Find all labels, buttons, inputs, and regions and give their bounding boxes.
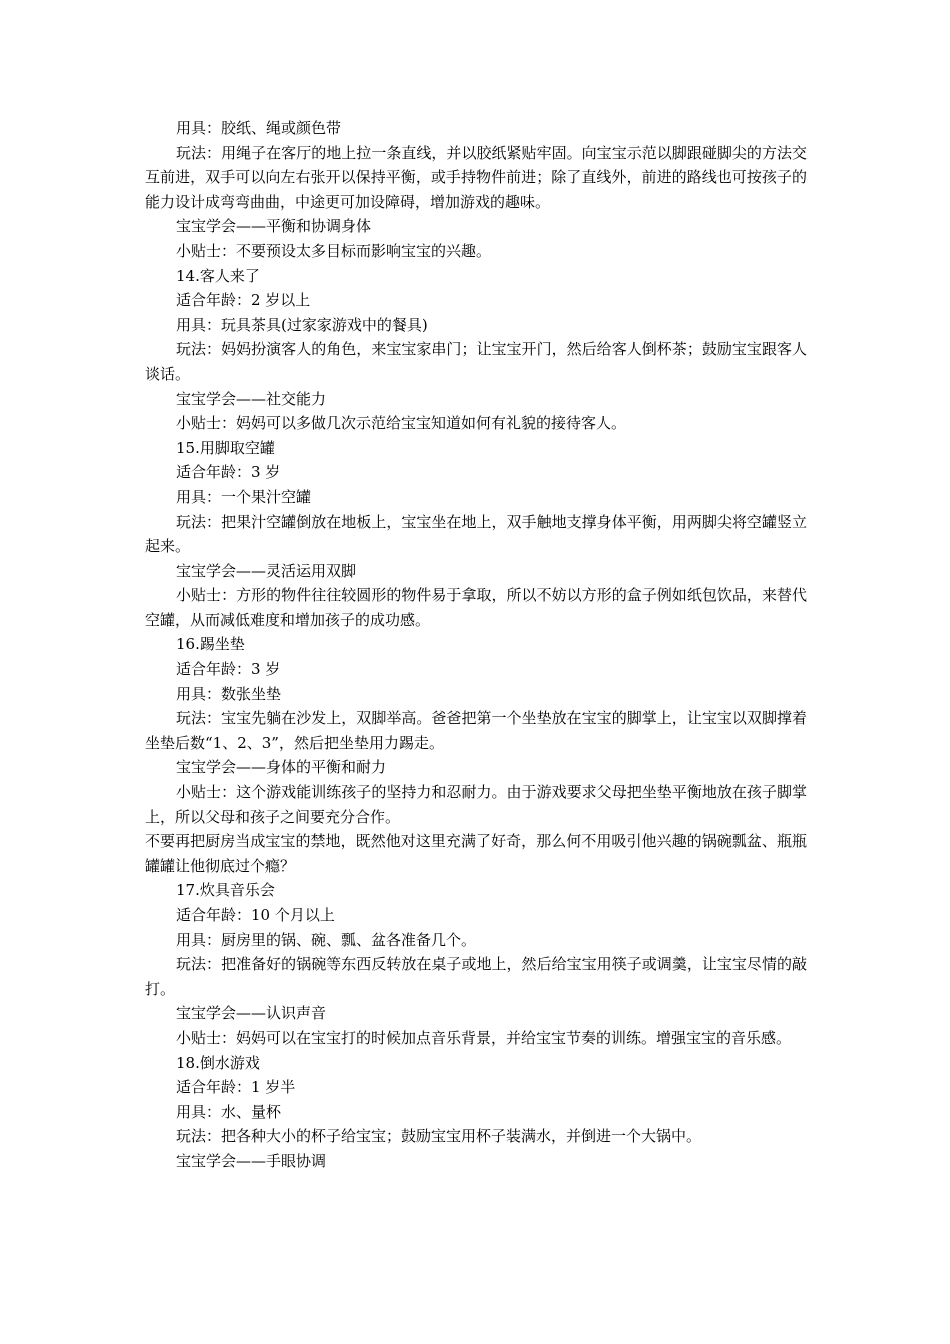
- paragraph: 玩法：妈妈扮演客人的角色，来宝宝家串门；让宝宝开门，然后给客人倒杯茶；鼓励宝宝跟客人谈话。: [145, 340, 807, 383]
- paragraph: 小贴士：这个游戏能训练孩子的坚持力和忍耐力。由于游戏要求父母把坐垫平衡地放在孩子脚掌上，所以父母和孩子之间要充分合作。: [145, 783, 807, 826]
- paragraph: 不要再把厨房当成宝宝的禁地，既然他对这里充满了好奇，那么何不用吸引他兴趣的锅碗瓢盆、瓶瓶罐罐让他彻底过个瘾？: [145, 832, 807, 875]
- paragraph: 适合年龄：1 岁半: [176, 1078, 296, 1097]
- paragraph: 小贴士：方形的物件往往较圆形的物件易于拿取，所以不妨以方形的盒子例如纸包饮品，来替代空罐，从而减低难度和增加孩子的成功感。: [145, 586, 807, 629]
- paragraph: 玩法：把果汁空罐倒放在地板上，宝宝坐在地上，双手触地支撑身体平衡，用两脚尖将空罐竖立起来。: [145, 512, 807, 556]
- paragraph: 小贴士：不要预设太多目标而影响宝宝的兴趣。: [176, 241, 492, 260]
- paragraph: 宝宝学会——灵活运用双脚: [176, 561, 357, 580]
- paragraph: 用具：数张坐垫: [176, 684, 282, 703]
- paragraph: 玩法：把准备好的锅碗等东西反转放在桌子或地上，然后给宝宝用筷子或调羹，让宝宝尽情的敲打。: [145, 955, 807, 998]
- paragraph: 玩法：宝宝先躺在沙发上，双脚举高。爸爸把第一个坐垫放在宝宝的脚掌上，让宝宝以双脚撑着坐垫后数“1、2、3”，然后把坐垫用力踢走。: [145, 709, 807, 752]
- paragraph: 15.用脚取空罐: [176, 438, 275, 457]
- paragraph: 14.客人来了: [176, 266, 260, 285]
- paragraph: 宝宝学会——身体的平衡和耐力: [176, 758, 387, 777]
- paragraph: 18.倒水游戏: [176, 1053, 260, 1072]
- paragraph: 玩法：把各种大小的杯子给宝宝；鼓励宝宝用杯子装满水，并倒进一个大锅中。: [176, 1127, 702, 1146]
- paragraph: 适合年龄：3 岁: [176, 660, 281, 679]
- paragraph: 用具：厨房里的锅、碗、瓢、盆各准备几个。: [176, 930, 477, 949]
- paragraph: 小贴士：妈妈可以多做几次示范给宝宝知道如何有礼貌的接待客人。: [176, 414, 627, 433]
- paragraph: 适合年龄：10 个月以上: [176, 906, 335, 924]
- document-page: [145, 116, 807, 1174]
- paragraph: 16.踢坐垫: [176, 635, 245, 654]
- paragraph: 17.炊具音乐会: [176, 881, 275, 900]
- paragraph: 小贴士：妈妈可以在宝宝打的时候加点音乐背景，并给宝宝节奏的训练。增强宝宝的音乐感。: [176, 1028, 792, 1047]
- paragraph: 适合年龄：3 岁: [176, 463, 281, 482]
- paragraph: 用具：一个果汁空罐: [176, 487, 312, 506]
- paragraph: 适合年龄：2 岁以上: [176, 291, 311, 310]
- paragraph: 宝宝学会——手眼协调: [176, 1151, 327, 1170]
- paragraph: 宝宝学会——平衡和协调身体: [176, 217, 372, 236]
- paragraph: 玩法：用绳子在客厅的地上拉一条直线，并以胶纸紧贴牢固。向宝宝示范以脚跟碰脚尖的方法交互前进，双手可以向左右张开以保持平衡，或手持物件前进；除了直线外，前进的路线也可按孩子的能力设计成弯弯曲曲，中途更可加设障碍，增加游戏的趣味。: [145, 143, 807, 211]
- paragraph: 用具：玩具茶具(过家家游戏中的餐具): [176, 315, 428, 334]
- paragraph: 宝宝学会——认识声音: [176, 1004, 327, 1023]
- paragraph: 用具：胶纸、绳或颜色带: [176, 119, 342, 137]
- paragraph: 用具：水、量杯: [176, 1102, 282, 1121]
- paragraph: 宝宝学会——社交能力: [176, 389, 327, 408]
